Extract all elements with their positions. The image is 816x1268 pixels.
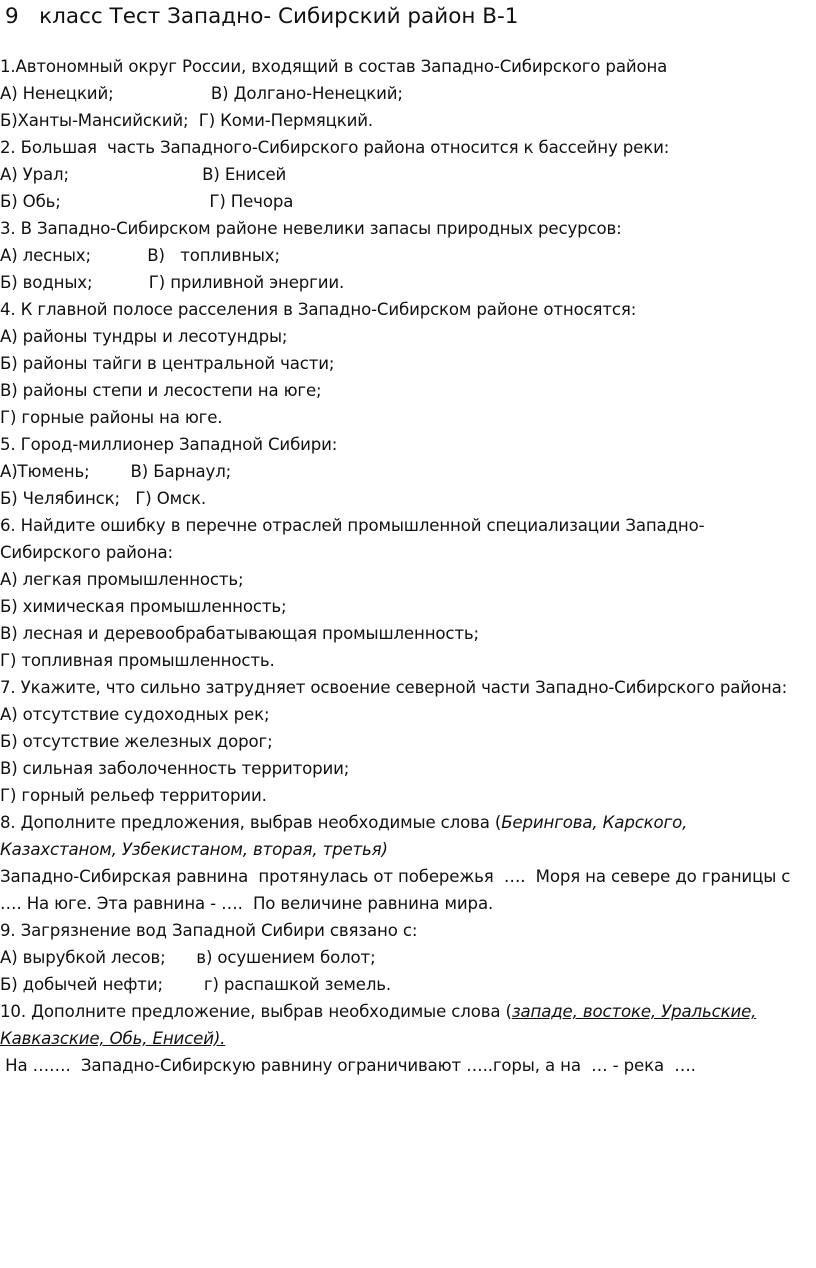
question-3-text: 3. В Западно-Сибирском районе невелики запасы природных ресурсов:: [0, 219, 622, 238]
question-10-text: [0, 998, 756, 1025]
question-10-words: западе, востоке, Уральские,: [511, 1002, 757, 1021]
question-1-text: 1.Автономный округ России, входящий в состав Западно-Сибирского района: [0, 57, 668, 76]
answer-line: Г) топливная промышленность.: [0, 651, 275, 670]
answer-line: А) легкая промышленность;: [0, 570, 244, 589]
answer-line: А) вырубкой лесов; в) осушением болот;: [0, 948, 376, 967]
answer-line: Г) горные районы на юге.: [0, 408, 223, 427]
answer-line: А) районы тундры и лесотундры;: [0, 327, 288, 346]
question-5-text: 5. Город-миллионер Западной Сибири:: [0, 435, 338, 454]
question-4-text: 4. К главной полосе расселения в Западно-Сибирском районе относятся:: [0, 300, 637, 319]
answer-line: Б) добычей нефти; г) распашкой земель.: [0, 975, 392, 994]
question-7-text: 7. Укажите, что сильно затрудняет освоение северной части Западно-Сибирского района:: [0, 678, 788, 697]
question-8-text: [0, 809, 687, 836]
answer-line: А) отсутствие судоходных рек;: [0, 705, 270, 724]
answer-line: А)Тюмень; В) Барнаул;: [0, 462, 232, 481]
question-8-words: Берингова, Карского,: [501, 813, 688, 832]
question-6-text-cont: Сибирского района:: [0, 543, 173, 562]
answer-line: А) Ненецкий; В) Долгано-Ненецкий;: [0, 84, 403, 103]
question-10-prefix: 10. Дополните предложение, выбрав необходимые слова (: [0, 1002, 512, 1021]
answer-line: В) районы степи и лесостепи на юге;: [0, 381, 322, 400]
page-title: 9 класс Тест Западно- Сибирский район В-1: [5, 4, 519, 29]
question-2-text: 2. Большая часть Западного-Сибирского района относится к бассейну реки:: [0, 138, 670, 157]
question-8-sentence-cont: …. На юге. Эта равнина - …. По величине равнина мира.: [0, 894, 494, 913]
answer-line: Г) горный рельеф территории.: [0, 786, 267, 805]
answer-line: А) лесных; В) топливных;: [0, 246, 280, 265]
answer-line: В) лесная и деревообрабатывающая промышленность;: [0, 624, 479, 643]
answer-line: Б) водных; Г) приливной энергии.: [0, 273, 345, 292]
question-6-text: 6. Найдите ошибку в перечне отраслей промышленной специализации Западно-: [0, 516, 705, 535]
answer-line: Б) Обь; Г) Печора: [0, 192, 294, 211]
answer-line: Б) отсутствие железных дорог;: [0, 732, 273, 751]
question-8-sentence: Западно-Сибирская равнина протянулась от побережья …. Моря на севере до границы с: [0, 867, 791, 886]
question-9-text: 9. Загрязнение вод Западной Сибири связано с:: [0, 921, 418, 940]
answer-line: Б) химическая промышленность;: [0, 597, 287, 616]
answer-line: А) Урал; В) Енисей: [0, 165, 287, 184]
answer-line: В) сильная заболоченность территории;: [0, 759, 350, 778]
question-8-prefix: 8. Дополните предложения, выбрав необходимые слова (: [0, 813, 502, 832]
question-8-words-cont: Казахстаном, Узбекистаном, вторая, третья): [0, 840, 388, 859]
answer-line: Б) районы тайги в центральной части;: [0, 354, 335, 373]
question-10-words-cont: Кавказские, Обь, Енисей).: [0, 1029, 226, 1048]
answer-line: Б) Челябинск; Г) Омск.: [0, 489, 207, 508]
question-10-sentence: На ……. Западно-Сибирскую равнину ограничивают …..горы, а на … - река ….: [0, 1056, 696, 1075]
answer-line: Б)Ханты-Мансийский; Г) Коми-Пермяцкий.: [0, 111, 374, 130]
